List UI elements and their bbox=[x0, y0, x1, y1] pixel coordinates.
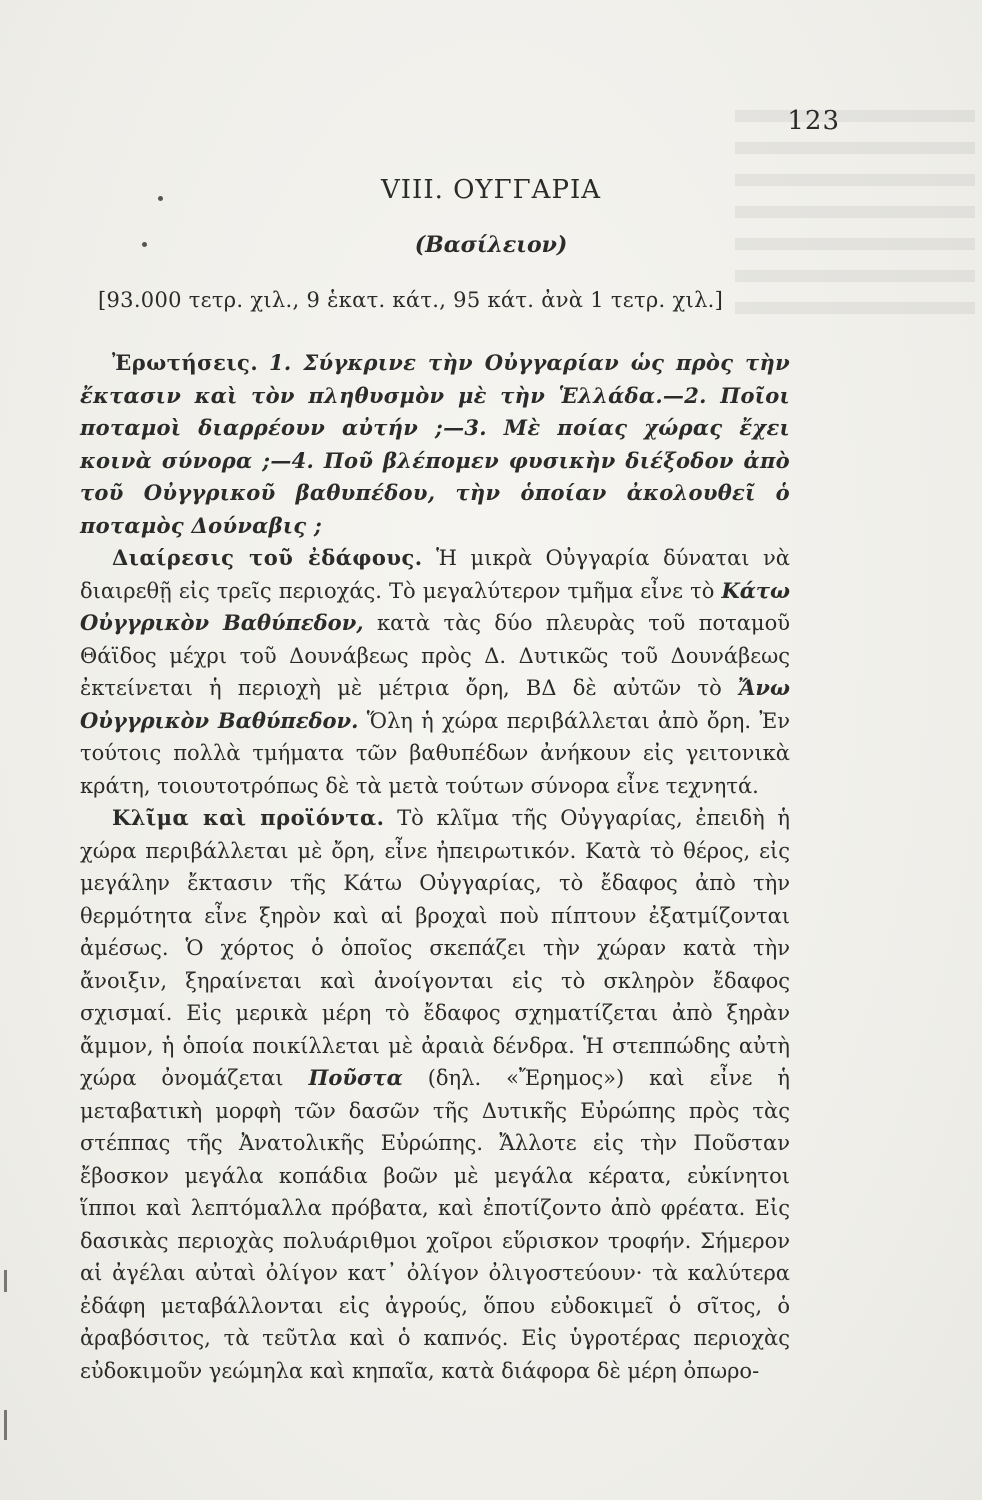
section-soil-text-1: Ἡ μικρὰ Οὐγγαρία δύναται νὰ διαιρεθῇ εἰς τρεῖς περιοχάς. Τὸ μεγαλύτερον τμῆμα εἶνε τὸ bbox=[80, 546, 790, 603]
questions-label: Ἐρωτήσεις. bbox=[112, 350, 259, 375]
term-lower-plain: Κάτω Οὐγγρικὸν Βαθύπεδον, bbox=[80, 577, 790, 635]
section-heading-climate: Κλῖμα καὶ προϊόντα. bbox=[112, 805, 385, 830]
section-climate-text-2: (δηλ. «Ἔρημος») καὶ εἶνε ἡ μεταβατικὴ μορφὴ τῶν δασῶν τῆς Δυτικῆς Εὐρώπης πρὸς τὰς στέππας τῆς Ἀνατολικῆς Εὐρώπης. Ἄλλοτε εἰς τὴν Ποῦσταν ἔβοσκον μεγάλα κοπάδια βοῶν μὲ μεγάλα κέρατα, εὐκίνητοι ἵπποι καὶ λεπτόμαλλα πρόβατα, καὶ ἐποτίζοντο ἀπὸ φρέατα. Εἰς δασικὰς περιοχὰς πολυάριθμοι χοῖροι εὕρισκον τροφήν. Σήμερον αἱ ἀγέλαι αὐταὶ ὀλίγον κατ᾽ ὀλίγον ὀλιγοστεύουν· τὰ καλύτερα ἐδάφη μεταβάλλονται εἰς ἀγρούς, ὅπου εὐδοκιμεῖ ὁ σῖτος, ὁ ἀραβόσιτος, τὰ τεῦτλα καὶ ὁ καπνός. Εἰς ὑγροτέρας περιοχὰς εὐδοκιμοῦν γεώμηλα καὶ κηπαῖα, κατὰ διάφορα δὲ μέρη ὀπωρο- bbox=[80, 1066, 790, 1383]
section-soil-paragraph bbox=[80, 542, 790, 802]
term-upper-plain: Ἄνω Οὐγγρικὸν Βαθύπεδον. bbox=[80, 675, 790, 733]
chapter-subtitle: (Βασίλειον) bbox=[414, 232, 568, 258]
page-number: 123 bbox=[787, 106, 840, 136]
edge-mark bbox=[4, 1270, 7, 1292]
section-climate-text-1: Τὸ κλῖμα τῆς Οὐγγαρίας, ἐπειδὴ ἡ χώρα περιβάλλεται μὲ ὄρη, εἶνε ἠπειρωτικόν. Κατὰ τὸ θέρος, εἰς μεγάλην ἔκτασιν τῆς Κάτω Οὐγγαρίας, τὸ ἔδαφος ἀπὸ τὴν θερμότητα εἶνε ξηρὸν καὶ αἱ βροχαὶ ποὺ πίπτουν ἐξατμίζονται ἀμέσως. Ὁ χόρτος ὁ ὁποῖος σκεπάζει τὴν χώραν κατὰ τὴν ἄνοιξιν, ξηραίνεται καὶ ἀνοίγονται εἰς τὸ σκληρὸν ἔδαφος σχισμαί. Εἰς μερικὰ μέρη τὸ ἔδαφος σχηματίζεται ἀπὸ ξηρὰν ἄμμον, ἡ ὁποία ποικίλλεται μὲ ἀραιὰ δένδρα. Ἡ στεππώδης αὐτὴ χώρα ὀνομάζεται bbox=[80, 806, 790, 1090]
stats-line: [93.000 τετρ. χιλ., 9 ἑκατ. κάτ., 95 κάτ. ἀνὰ 1 τετρ. χιλ.] bbox=[98, 288, 724, 312]
chapter-title: VIII. ΟΥΓΓΑΡΙΑ bbox=[381, 175, 601, 205]
section-soil-text-2: κατὰ τὰς δύο πλευρὰς τοῦ ποταμοῦ Θάϊδος μέχρι τοῦ Δουνάβεως πρὸς Δ. Δυτικῶς τοῦ Δουνάβεως ἐκτείνεται ἡ περιοχὴ μὲ μέτρια ὄρη, ΒΔ δὲ αὐτῶν τὸ bbox=[80, 611, 790, 700]
questions-text: 1. Σύγκρινε τὴν Οὐγγαρίαν ὡς πρὸς τὴν ἔκτασιν καὶ τὸν πληθυσμὸν μὲ τὴν Ἑλλάδα.—2. Ποῖοι ποταμοὶ διαρρέουν αὐτήν ;—3. Μὲ ποίας χώρας ἔχει κοινὰ σύνορα ;—4. Ποῦ βλέπομεν φυσικὴν διέξοδον ἀπὸ τοῦ Οὐγγρικοῦ βαθυπέδου, τὴν ὁποίαν ἀκολουθεῖ ὁ ποταμὸς Δούναβις ; bbox=[80, 350, 790, 538]
section-heading-soil: Διαίρεσις τοῦ ἐδάφους. bbox=[112, 545, 423, 570]
section-climate-paragraph bbox=[80, 802, 790, 1387]
body-text bbox=[80, 347, 790, 1387]
questions-paragraph bbox=[80, 347, 790, 542]
section-soil-text-3: Ὅλη ἡ χώρα περιβάλλεται ἀπὸ ὄρη. Ἐν τούτοις πολλὰ τμήματα τῶν βαθυπέδων ἀνήκουν εἰς γειτονικὰ κράτη, τοιουτοτρόπως δὲ τὰ μετὰ τούτων σύνορα εἶνε τεχνητά. bbox=[80, 708, 790, 798]
term-pusta: Ποῦστα bbox=[308, 1065, 403, 1090]
edge-mark bbox=[4, 1410, 7, 1440]
